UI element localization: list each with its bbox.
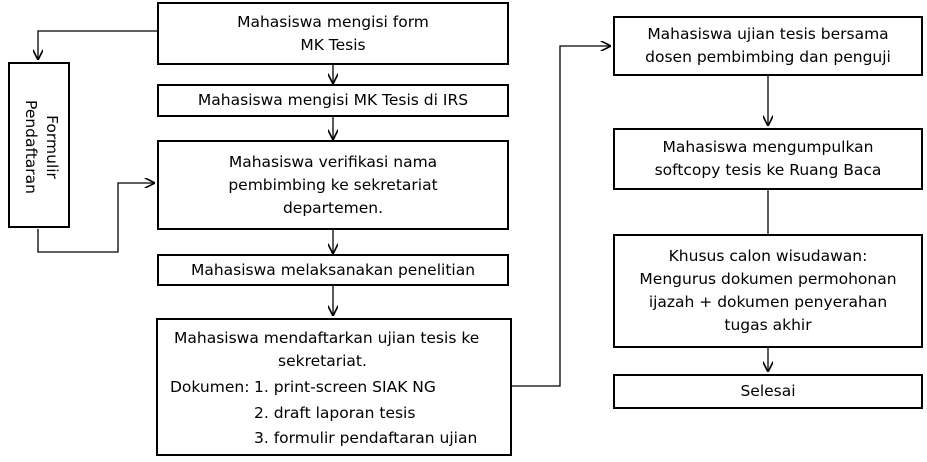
box-selesai-text: Selesai — [740, 382, 796, 400]
box-softcopy-line1: Mahasiswa mengumpulkan — [662, 138, 874, 156]
arrow-box1-to-form — [38, 31, 157, 60]
formulir-line1: Formulir — [43, 115, 61, 179]
daftar-ujian-line2: sekretariat. — [278, 352, 367, 370]
box-wisudawan-line4: tugas akhir — [724, 316, 812, 334]
box-penelitian-text: Mahasiswa melaksanakan penelitian — [190, 260, 476, 279]
box-isi-form — [157, 2, 509, 65]
box-daftar-ujian — [156, 318, 512, 456]
dokumen-item-1: 1. print-screen SIAK NG — [254, 378, 436, 396]
formulir-line2: Pendaftaran — [22, 100, 40, 194]
box-ujian-tesis-line1: Mahasiswa ujian tesis bersama — [647, 25, 889, 43]
dokumen-label: Dokumen: — [170, 378, 250, 396]
formulir-text-rotated — [20, 100, 62, 194]
box-softcopy — [613, 128, 923, 190]
box-isi-irs — [157, 84, 509, 117]
box-wisudawan-line3: ijazah + dokumen penyerahan — [648, 293, 888, 311]
box-verifikasi — [157, 140, 509, 230]
box-softcopy-line2: softcopy tesis ke Ruang Baca — [654, 161, 882, 179]
box-ujian-tesis — [613, 16, 923, 76]
box-verifikasi-line3: departemen. — [282, 198, 384, 217]
box-isi-form-line1: Mahasiswa mengisi form — [237, 12, 429, 31]
box-wisudawan-line2: Mengurus dokumen permohonan — [639, 270, 897, 288]
box-ujian-tesis-line2: dosen pembimbing dan penguji — [645, 48, 891, 66]
box-isi-irs-text: Mahasiswa mengisi MK Tesis di IRS — [197, 91, 469, 109]
dokumen-item-2: 2. draft laporan tesis — [254, 404, 416, 422]
arrow-box5-to-right1 — [512, 46, 611, 386]
box-penelitian — [157, 254, 509, 286]
box-verifikasi-line2: pembimbing ke sekretariat — [228, 175, 438, 194]
dokumen-item-3: 3. formulir pendaftaran ujian — [254, 429, 478, 447]
box-wisudawan-line1: Khusus calon wisudawan: — [668, 247, 868, 265]
box-selesai — [613, 374, 923, 409]
box-wisudawan — [613, 234, 923, 348]
box-verifikasi-line1: Mahasiswa verifikasi nama — [228, 152, 438, 171]
box-isi-form-line2: MK Tesis — [300, 35, 366, 54]
daftar-ujian-line1: Mahasiswa mendaftarkan ujian tesis ke — [174, 329, 480, 347]
box-formulir-pendaftaran — [8, 62, 70, 228]
